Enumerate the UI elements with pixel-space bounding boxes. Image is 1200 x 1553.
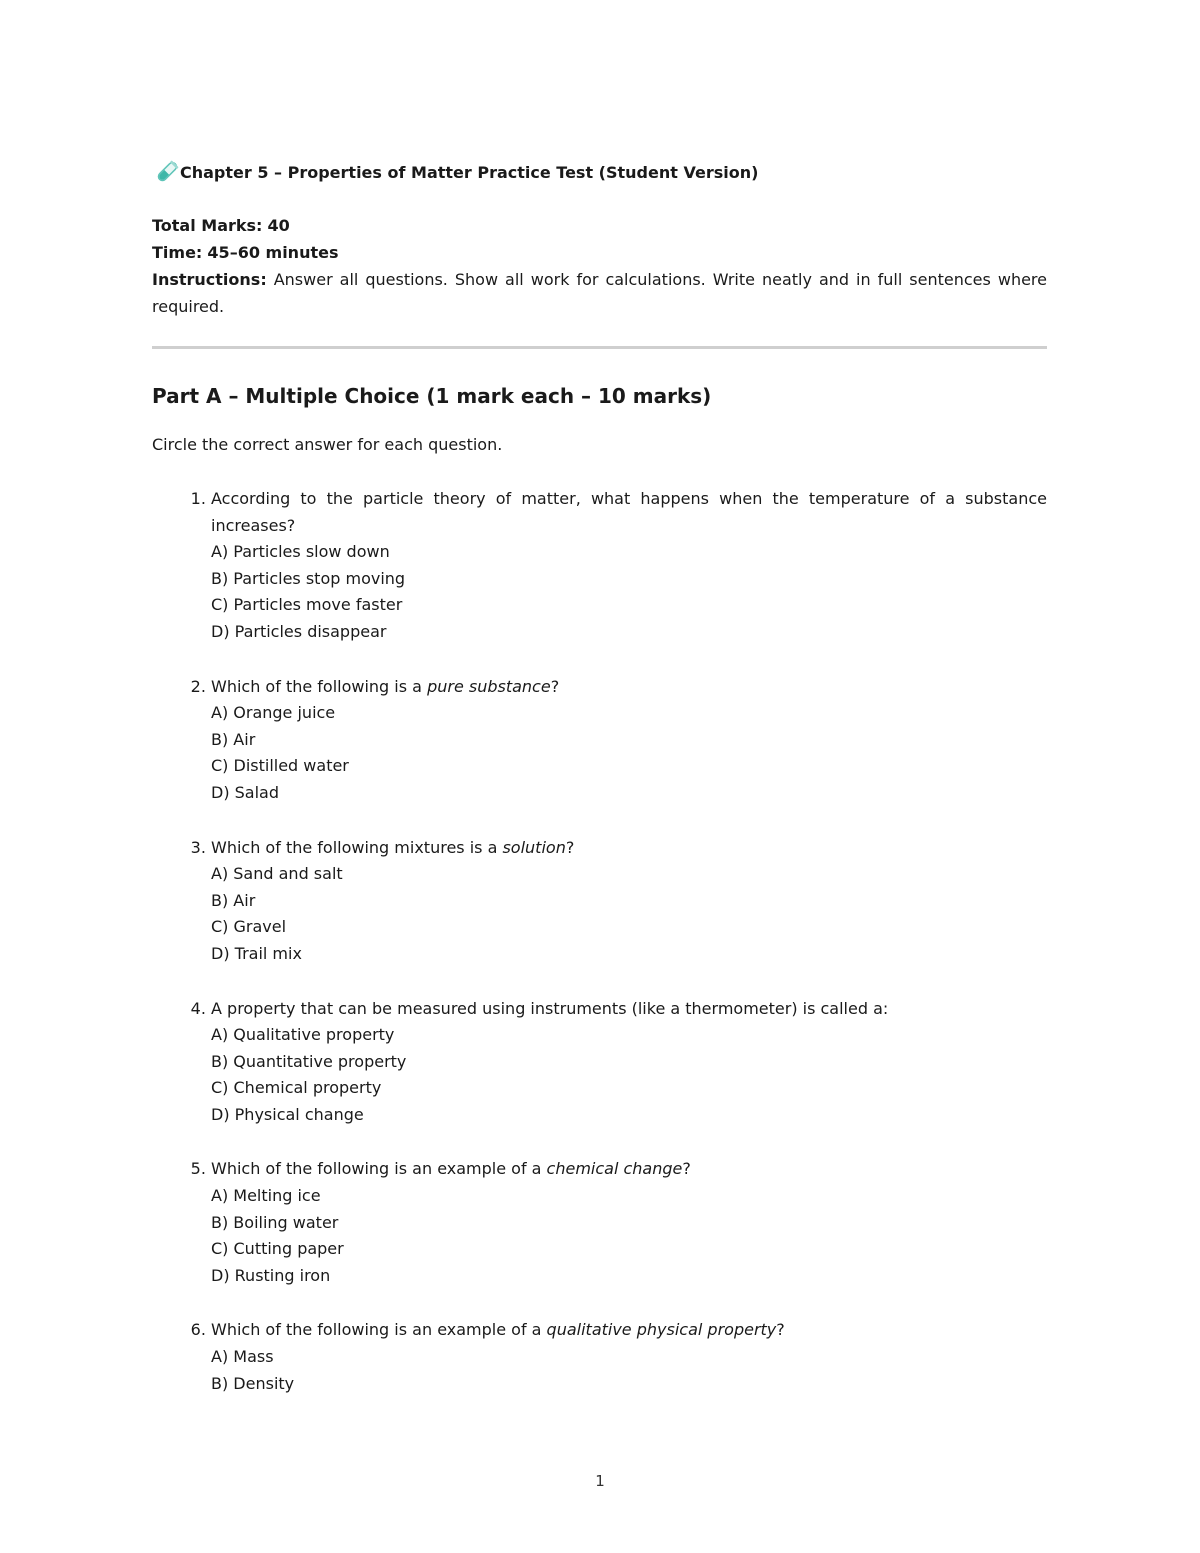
question-5 [211, 1156, 1047, 1289]
section-divider [152, 346, 1047, 349]
answer-option[interactable]: A) Orange juice [211, 703, 336, 723]
total-marks-value: 40 [267, 216, 290, 235]
question-text: Which of the following is a pure substance? [211, 676, 560, 696]
question-text: Which of the following is an example of a chemical change? [211, 1159, 691, 1179]
document-page [152, 158, 1047, 1425]
question-6 [211, 1317, 1047, 1397]
total-marks-label: Total Marks: [152, 216, 263, 235]
answer-option[interactable]: C) Chemical property [211, 1078, 382, 1098]
instructions-label: Instructions: [152, 270, 267, 289]
instructions-text: Answer all questions. Show all work for calculations. Write neatly and in full sentences where required. [152, 270, 1047, 316]
answer-option[interactable]: B) Density [211, 1373, 295, 1393]
test-tube-icon [152, 159, 180, 187]
test-title [152, 158, 1047, 188]
question-text: A property that can be measured using instruments (like a thermometer) is called a: [211, 998, 889, 1018]
question-text: Which of the following mixtures is a solution? [211, 837, 575, 857]
answer-option[interactable]: A) Mass [211, 1347, 274, 1367]
answer-option[interactable]: B) Particles stop moving [211, 568, 406, 588]
answer-option[interactable]: D) Particles disappear [211, 621, 387, 641]
instructions [152, 266, 1047, 320]
answer-option[interactable]: B) Air [211, 890, 256, 910]
test-meta [152, 212, 1047, 320]
answer-option[interactable]: A) Melting ice [211, 1186, 321, 1206]
question-text: According to the particle theory of matter, what happens when the temperature of a substance increases? [211, 489, 1047, 535]
part-a-heading: Part A – Multiple Choice (1 mark each – 10 marks) [152, 384, 712, 408]
answer-option[interactable]: C) Gravel [211, 917, 287, 937]
question-2 [211, 674, 1047, 807]
answer-option[interactable]: A) Particles slow down [211, 542, 390, 562]
answer-option[interactable]: D) Rusting iron [211, 1265, 331, 1285]
time-allotted [152, 239, 1047, 266]
answer-option[interactable]: A) Qualitative property [211, 1025, 395, 1045]
answer-option[interactable]: B) Air [211, 729, 256, 749]
total-marks [152, 212, 1047, 239]
answer-option[interactable]: B) Quantitative property [211, 1051, 407, 1071]
question-list [152, 486, 1047, 1397]
test-title-text: Chapter 5 – Properties of Matter Practice Test (Student Version) [180, 163, 759, 182]
answer-option[interactable]: D) Physical change [211, 1104, 364, 1124]
answer-option[interactable]: B) Boiling water [211, 1212, 339, 1232]
question-1 [211, 486, 1047, 646]
answer-option[interactable]: C) Distilled water [211, 756, 349, 776]
answer-option[interactable]: D) Trail mix [211, 943, 302, 963]
time-value: 45–60 minutes [207, 243, 339, 262]
answer-option[interactable]: C) Cutting paper [211, 1239, 344, 1259]
question-3 [211, 835, 1047, 968]
part-a-instruction: Circle the correct answer for each question. [152, 435, 503, 454]
answer-option[interactable]: D) Salad [211, 782, 280, 802]
question-text: Which of the following is an example of a qualitative physical property? [211, 1320, 785, 1340]
answer-option[interactable]: C) Particles move faster [211, 595, 403, 615]
question-4 [211, 996, 1047, 1129]
page-number: 1 [595, 1472, 605, 1490]
answer-option[interactable]: A) Sand and salt [211, 864, 343, 884]
time-label: Time: [152, 243, 203, 262]
